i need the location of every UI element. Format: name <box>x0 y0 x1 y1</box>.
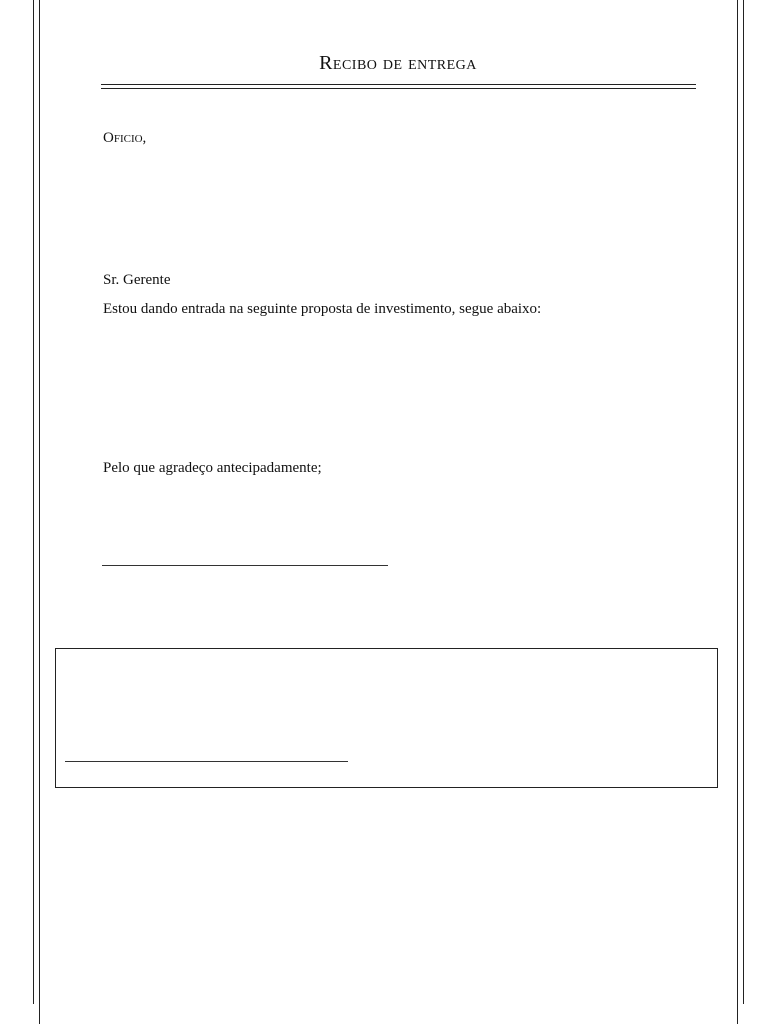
right-border-outer <box>743 0 744 1004</box>
body-text: Estou dando entrada na seguinte proposta de investimento, segue abaixo: <box>103 301 542 317</box>
title-rule-top <box>101 84 696 85</box>
right-border-inner <box>737 0 738 1024</box>
salutation: Sr. Gerente <box>103 272 171 288</box>
left-border-outer <box>33 0 34 1004</box>
receipt-box <box>55 648 718 788</box>
receipt-signature-line <box>65 761 348 762</box>
title-rule-bottom <box>101 88 696 89</box>
oficio-label: Oficio, <box>103 130 147 146</box>
closing-text: Pelo que agradeço antecipadamente; <box>103 460 322 476</box>
signature-line <box>102 565 388 566</box>
page-title: Recibo de entrega <box>319 52 477 74</box>
left-border-inner <box>39 0 40 1024</box>
